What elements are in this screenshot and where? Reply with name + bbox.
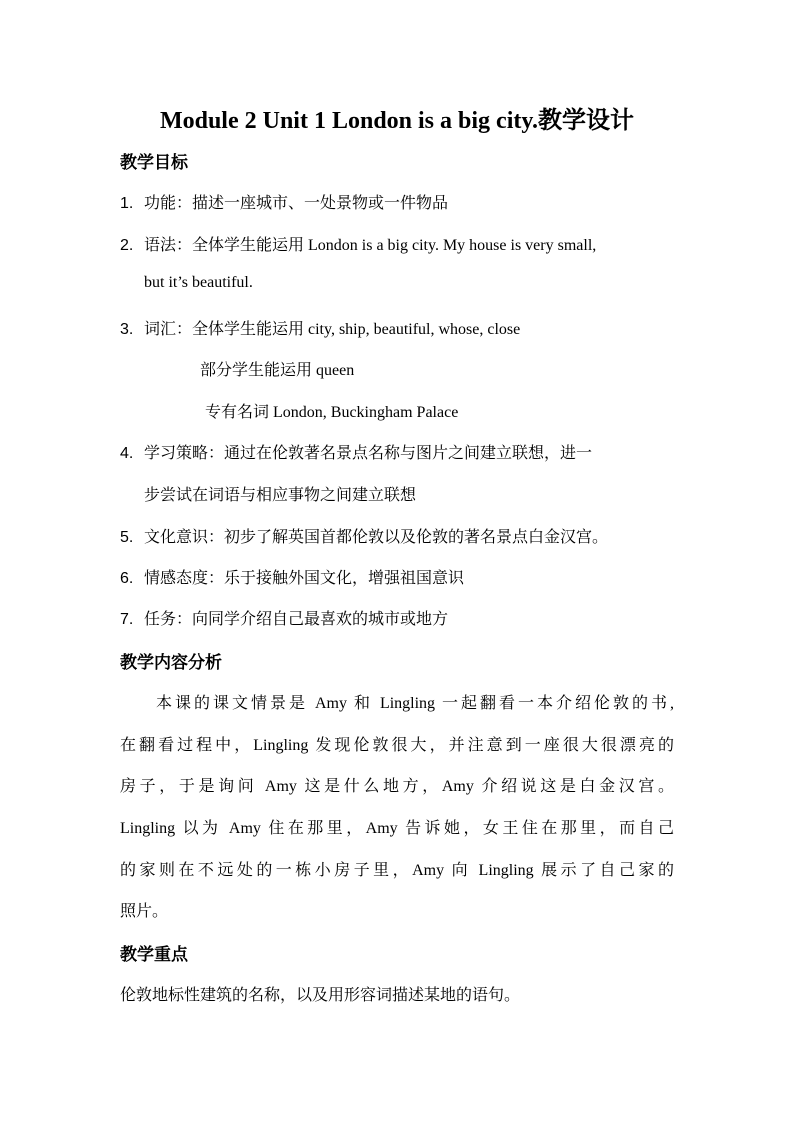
objective-text: 功能：描述一座城市、一处景物或一件物品 [144, 195, 449, 212]
objective-item [120, 565, 680, 588]
objective-number: 3. [120, 321, 134, 338]
objective-text: 文化意识：初步了解英国首都伦敦以及伦敦的著名景点白金汉宫。 [144, 529, 609, 546]
objective-number: 7. [120, 611, 134, 628]
objective-number: 6. [120, 570, 134, 587]
objective-text: 任务：向同学介绍自己最喜欢的城市或地方 [144, 611, 449, 628]
content-paragraph-line: 本课的课文情景是 Amy 和 Lingling 一起翻看一本介绍伦敦的书, [156, 695, 674, 712]
objective-continuation: 专有名词 London, Buckingham Palace [205, 404, 459, 421]
objective-item [120, 524, 680, 547]
objective-text: 学习策略：通过在伦敦著名景点名称与图片之间建立联想，进一 [144, 445, 593, 462]
objective-item [120, 232, 680, 255]
content-paragraph-line: 在翻看过程中，Lingling 发现伦敦很大，并注意到一座很大很漂亮的 [120, 737, 674, 754]
objective-text: 语法：全体学生能运用 London is a big city. My house is very small, [144, 237, 597, 254]
objective-item [120, 190, 680, 213]
objective-item [120, 440, 680, 463]
content-analysis-heading: 教学内容分析 [120, 653, 222, 672]
content-paragraph-line: 照片。 [120, 903, 169, 920]
document-title: Module 2 Unit 1 London is a big city.教学设计 [159, 108, 635, 134]
objective-item [120, 316, 680, 339]
objective-text: 情感态度：乐于接触外国文化，增强祖国意识 [144, 570, 465, 587]
content-paragraph-line: 的家则在不远处的一栋小房子里，Amy 向 Lingling 展示了自己家的 [120, 862, 674, 879]
teaching-focus-heading: 教学重点 [120, 945, 188, 964]
objective-continuation: 部分学生能运用 queen [200, 362, 355, 379]
objective-continuation: but it’s beautiful. [144, 274, 253, 291]
objective-number: 4. [120, 445, 134, 462]
objective-text: 词汇：全体学生能运用 city, ship, beautiful, whose, close [144, 321, 521, 338]
objective-number: 2. [120, 237, 134, 254]
content-paragraph-line: 房子，于是询问 Amy 这是什么地方，Amy 介绍说这是白金汉宫。 [120, 778, 674, 795]
objective-continuation: 步尝试在词语与相应事物之间建立联想 [144, 487, 417, 504]
content-paragraph-line: Lingling 以为 Amy 住在那里，Amy 告诉她，女王住在那里，而自己 [120, 820, 674, 837]
objectives-heading: 教学目标 [120, 153, 188, 172]
objective-item [120, 606, 680, 629]
objective-number: 1. [120, 195, 134, 212]
teaching-focus-text: 伦敦地标性建筑的名称，以及用形容词描述某地的语句。 [120, 987, 521, 1004]
objective-number: 5. [120, 529, 134, 546]
